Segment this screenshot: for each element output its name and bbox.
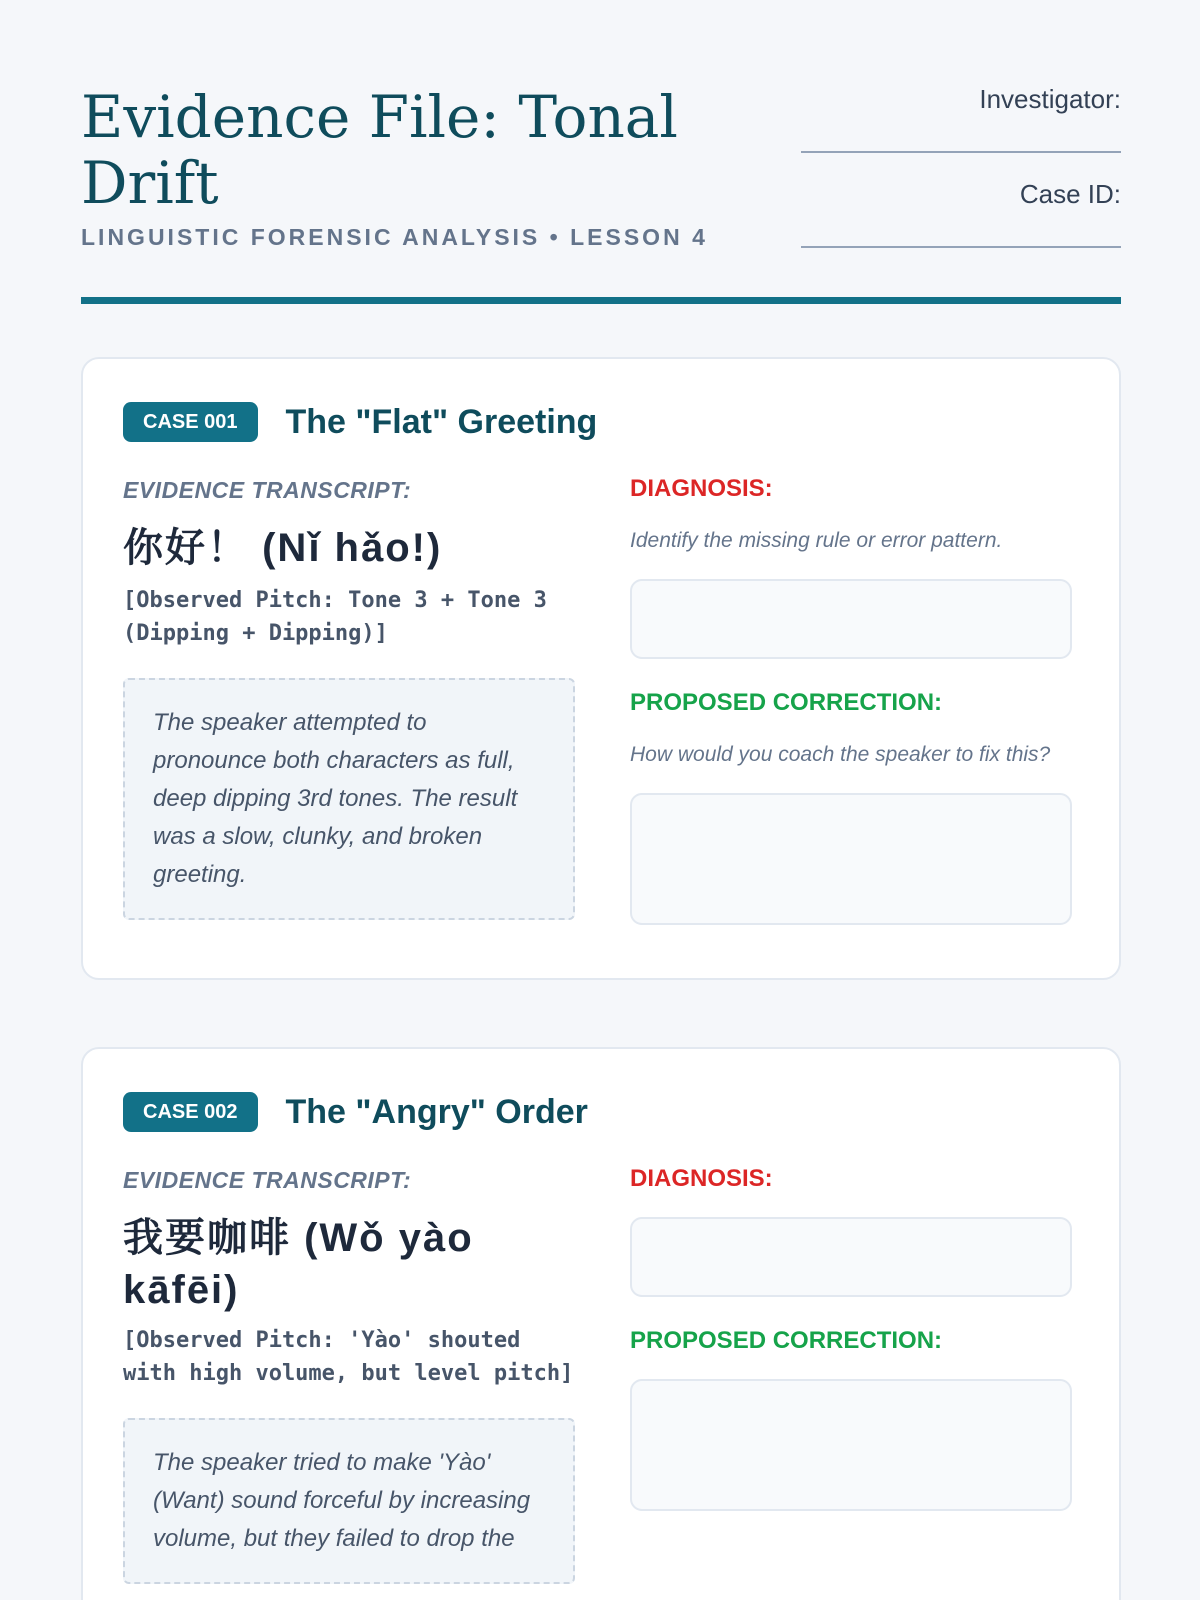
case-id-field[interactable] (801, 246, 1121, 248)
page-subtitle: LINGUISTIC FORENSIC ANALYSIS • LESSON 4 (81, 224, 708, 250)
diagnosis-label: DIAGNOSIS: (630, 475, 773, 502)
correction-label: PROPOSED CORRECTION: (630, 689, 943, 716)
case-header (123, 401, 597, 443)
correction-hint: How would you coach the speaker to fix this? (630, 743, 1051, 766)
evidence-column (123, 477, 575, 920)
worksheet-page (81, 0, 1121, 1552)
page-title: Evidence File: Tonal Drift (81, 83, 678, 217)
diagnosis-input[interactable] (630, 1217, 1072, 1297)
evidence-transcript: 我要咖啡 (Wǒ yào kāfēi) (123, 1216, 474, 1312)
analysis-column (630, 1165, 1082, 1511)
header-divider (81, 297, 1121, 304)
evidence-narrative: The speaker tried to make 'Yào' (Want) sound forceful by increasing volume, but they failed to drop the (123, 1418, 575, 1584)
correction-input[interactable] (630, 793, 1072, 925)
investigator-row (801, 84, 1121, 179)
case-badge: CASE 002 (123, 1092, 258, 1132)
case-header (123, 1091, 588, 1133)
case-card-002 (81, 1047, 1121, 1600)
observed-pitch: [Observed Pitch: Tone 3 + Tone 3 (Dipping + Dipping)] (123, 588, 547, 646)
student-meta (801, 84, 1121, 274)
case-card-001 (81, 357, 1121, 980)
investigator-field[interactable] (801, 151, 1121, 153)
investigator-label: Investigator: (979, 84, 1121, 114)
case-title: The "Flat" Greeting (285, 402, 598, 441)
case-id-label: Case ID: (1019, 179, 1121, 209)
case-title: The "Angry" Order (285, 1092, 588, 1131)
observed-pitch: [Observed Pitch: 'Yào' shouted with high volume, but level pitch] (123, 1328, 574, 1386)
analysis-column (630, 475, 1082, 925)
correction-label: PROPOSED CORRECTION: (630, 1327, 943, 1354)
correction-input[interactable] (630, 1379, 1072, 1511)
evidence-transcript: 你好！ (Nǐ hǎo!) (123, 526, 443, 570)
worksheet-header (81, 0, 1121, 305)
case-id-row (801, 179, 1121, 274)
diagnosis-label: DIAGNOSIS: (630, 1165, 773, 1192)
diagnosis-input[interactable] (630, 579, 1072, 659)
evidence-label: EVIDENCE TRANSCRIPT: (123, 1167, 412, 1193)
case-badge: CASE 001 (123, 402, 258, 442)
evidence-narrative: The speaker attempted to pronounce both characters as full, deep dipping 3rd tones. The result was a slow, clunky, and broken greeting. (123, 678, 575, 920)
evidence-label: EVIDENCE TRANSCRIPT: (123, 477, 412, 503)
evidence-column (123, 1167, 575, 1584)
diagnosis-hint: Identify the missing rule or error pattern. (630, 529, 1003, 552)
